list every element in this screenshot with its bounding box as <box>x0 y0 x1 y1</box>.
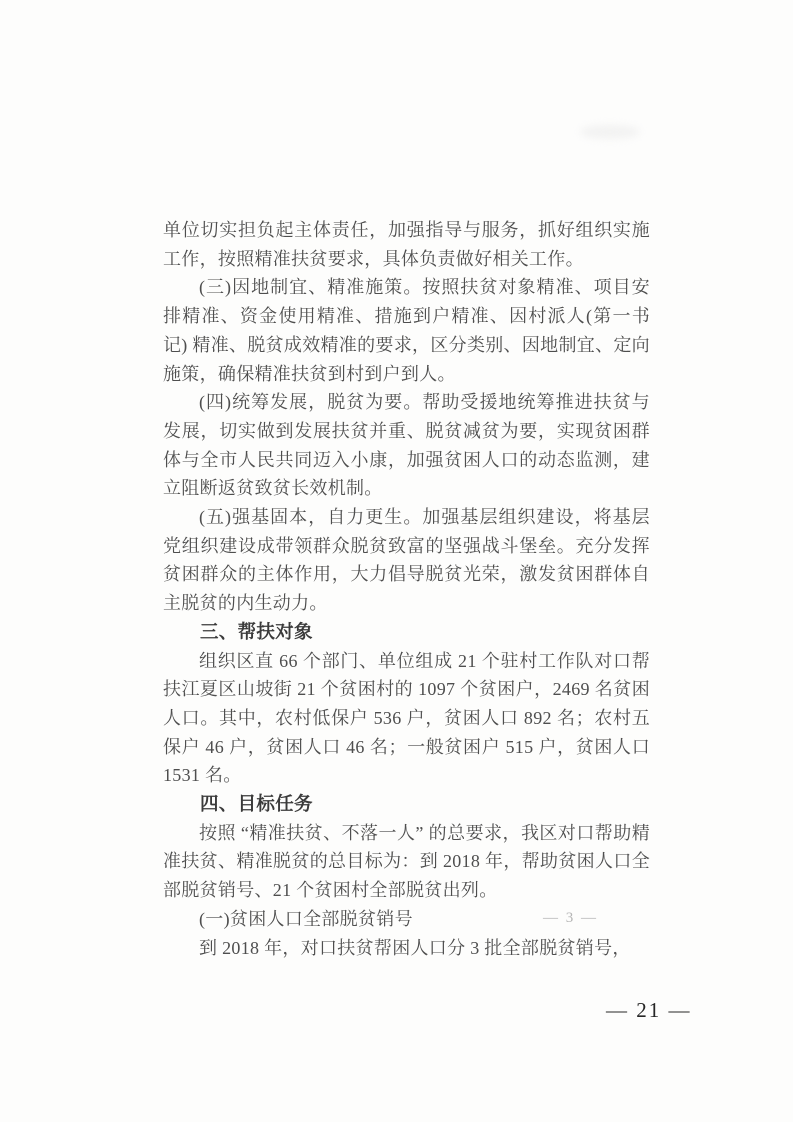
paragraph-goal-detail: 到 2018 年，对口扶贫帮困人口分 3 批全部脱贫销号， <box>199 937 631 958</box>
page-number-outer: — 21 — <box>606 998 692 1022</box>
paragraph-goal-overview: 按照 “精准扶贫、不落一人” 的总要求，我区对口帮助精准扶贫、精准脱贫的总目标为：到 2018 年，帮助贫困人口全部脱贫销号、21 个贫困村全部脱贫出列。 <box>163 822 650 901</box>
paragraph-subheading-1: (一)贫困人口全部脱贫销号 <box>199 908 413 929</box>
paragraph-point-3: (三)因地制宜、精准施策。按照扶贫对象精准、项目安排精准、资金使用精准、措施到户精准、因村派人(第一书记) 精准、脱贫成效精准的要求，区分类别、因地制宜、定向施策，确保精准扶贫到村到户到人。 <box>163 277 650 384</box>
section-heading-help-targets: 三、帮扶对象 <box>200 620 313 642</box>
page-number-inner: — 3 — <box>543 910 598 926</box>
paragraph-point-5: (五)强基固本，自力更生。加强基层组织建设，将基层党组织建设成带领群众脱贫致富的坚强战斗堡垒。充分发挥贫困群众的主体作用，大力倡导脱贫光荣，激发贫困群体自主脱贫的内生动力。 <box>163 507 650 614</box>
scan-smudge-artifact <box>580 125 640 139</box>
paragraph-point-4: (四)统筹发展，脱贫为要。帮助受援地统筹推进扶贫与发展，切实做到发展扶贫并重、脱贫减贫为要，实现贫困群体与全市人民共同迈入小康，加强贫困人口的动态监测，建立阻断返贫致贫长效机制。 <box>163 392 650 499</box>
paragraph-help-targets: 组织区直 66 个部门、单位组成 21 个驻村工作队对口帮扶江夏区山坡街 21 个贫困村的 1097 个贫困户，2469 名贫困人口。其中，农村低保户 536 户，贫困人口 892 名；农村五保户 46 户，贫困人口 46 名；一般贫困户 515 户，贫困人口 1531 名。 <box>163 650 650 786</box>
paragraph-continuation: 单位切实担负起主体责任，加强指导与服务，抓好组织实施工作，按照精准扶贫要求，具体负责做好相关工作。 <box>163 220 650 269</box>
document-text-block <box>163 216 650 962</box>
section-heading-goal-tasks: 四、目标任务 <box>200 793 313 815</box>
